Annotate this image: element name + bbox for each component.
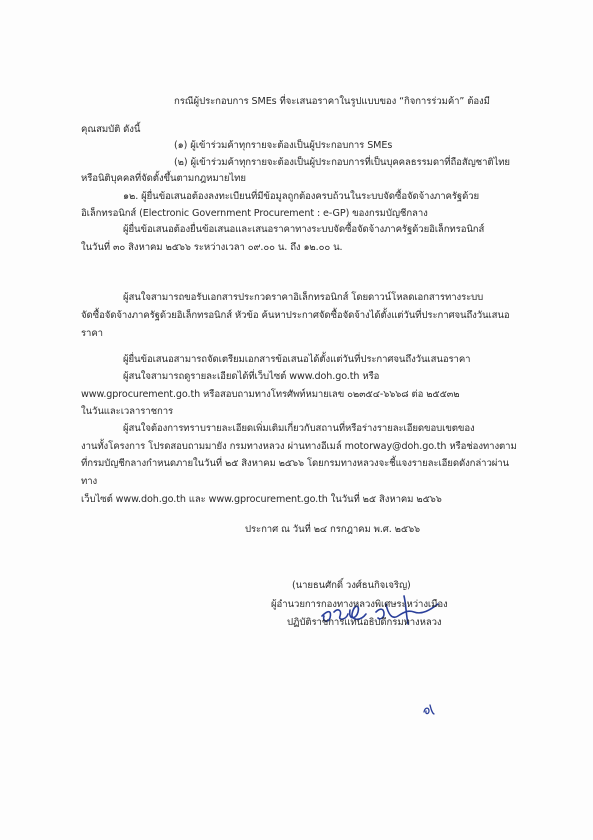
submit-line-2: ในวันที่ ๓๐ สิงหาคม ๒๕๖๖ ระหว่างเวลา ๐๙.๐๐ น. ถึง ๑๒.๐๐ น. <box>81 242 343 253</box>
contact-line-2: www.gprocurement.go.th หรือสอบถามทางโทรศัพท์หมายเลข ๐๒๓๕๔-๖๖๖๘ ต่อ ๒๕๕๓๒ <box>81 389 460 400</box>
contact-line-1: ผู้สนใจสามารถดูรายละเอียดได้ที่เว็บไซต์ www.doh.go.th หรือ <box>123 371 380 382</box>
sme-line-1: กรณีผู้ประกอบการ SMEs ที่จะเสนอราคาในรูปแบบของ “กิจการร่วมค้า” ต้องมี <box>174 96 490 107</box>
initials-mark <box>421 701 437 717</box>
sme-item-1: (๑) ผู้เข้าร่วมค้าทุกรายจะต้องเป็นผู้ประกอบการ SMEs <box>174 140 393 151</box>
inquiry-line-2: งานทั้งโครงการ โปรดสอบถามมายัง กรมทางหลวง ผ่านทางอีเมล์ motorway@doh.go.th หรือช่องทางตาม <box>81 441 517 452</box>
download-line-1: ผู้สนใจสามารถขอรับเอกสารประกวดราคาอิเล็กทรอนิกส์ โดยดาวน์โหลดเอกสารทางระบบ <box>123 292 484 303</box>
egp-line-2: อิเล็กทรอนิกส์ (Electronic Government Procurement : e-GP) ของกรมบัญชีกลาง <box>81 208 428 219</box>
inquiry-line-5: เว็บไซต์ www.doh.go.th และ www.gprocurement.go.th ในวันที่ ๒๕ สิงหาคม ๒๕๖๖ <box>81 494 442 505</box>
egp-line-1: ๑๒. ผู้ยื่นข้อเสนอต้องลงทะเบียนที่มีข้อมูลถูกต้องครบถ้วนในระบบจัดซื้อจัดจ้างภาครัฐด้วย <box>123 191 480 202</box>
signer-title-1: ผู้อำนวยการกองทางหลวงพิเศษระหว่างเมือง <box>271 599 448 610</box>
sme-item-2-line-2: หรือนิติบุคคลที่จัดตั้งขึ้นตามกฎหมายไทย <box>81 173 246 184</box>
prepare-line-1: ผู้ยื่นข้อเสนอสามารถจัดเตรียมเอกสารข้อเสนอได้ตั้งแต่วันที่ประกาศจนถึงวันเสนอราคา <box>123 354 471 365</box>
sme-item-2-line-1: (๒) ผู้เข้าร่วมค้าทุกรายจะต้องเป็นผู้ประกอบการที่เป็นบุคคลธรรมดาที่ถือสัญชาติไทย <box>174 157 510 168</box>
signer-name: (นายธนศักดิ์ วงศ์ธนกิจเจริญ) <box>292 580 411 591</box>
signer-title-2: ปฏิบัติราชการแทนอธิบดีกรมทางหลวง <box>287 617 442 628</box>
inquiry-line-4: ทาง <box>81 476 98 487</box>
download-line-3: ราคา <box>81 328 103 339</box>
inquiry-line-3: ที่กรมบัญชีกลางกำหนดภายในวันที่ ๒๕ สิงหาคม ๒๕๖๖ โดยกรมทางหลวงจะชี้แจงรายละเอียดดังกล่าวผ่าน <box>81 458 510 469</box>
submit-line-1: ผู้ยื่นข้อเสนอต้องยื่นข้อเสนอและเสนอราคาทางระบบจัดซื้อจัดจ้างภาครัฐด้วยอิเล็กทรอนิกส์ <box>123 224 485 235</box>
inquiry-line-1: ผู้สนใจต้องการทราบรายละเอียดเพิ่มเติมเกี่ยวกับสถานที่หรือร่างรายละเอียดขอบเขตของ <box>123 423 475 434</box>
download-line-2: จัดซื้อจัดจ้างภาครัฐด้วยอิเล็กทรอนิกส์ หัวข้อ ค้นหาประกาศจัดซื้อจัดจ้างได้ตั้งแต่วันที่ประกาศจนถึงวันเสนอ <box>81 310 510 321</box>
contact-line-3: ในวันและเวลาราชการ <box>81 406 174 417</box>
sme-line-2: คุณสมบัติ ดังนี้ <box>81 124 141 135</box>
announce-date: ประกาศ ณ วันที่ ๒๔ กรกฎาคม พ.ศ. ๒๕๖๖ <box>245 524 421 535</box>
